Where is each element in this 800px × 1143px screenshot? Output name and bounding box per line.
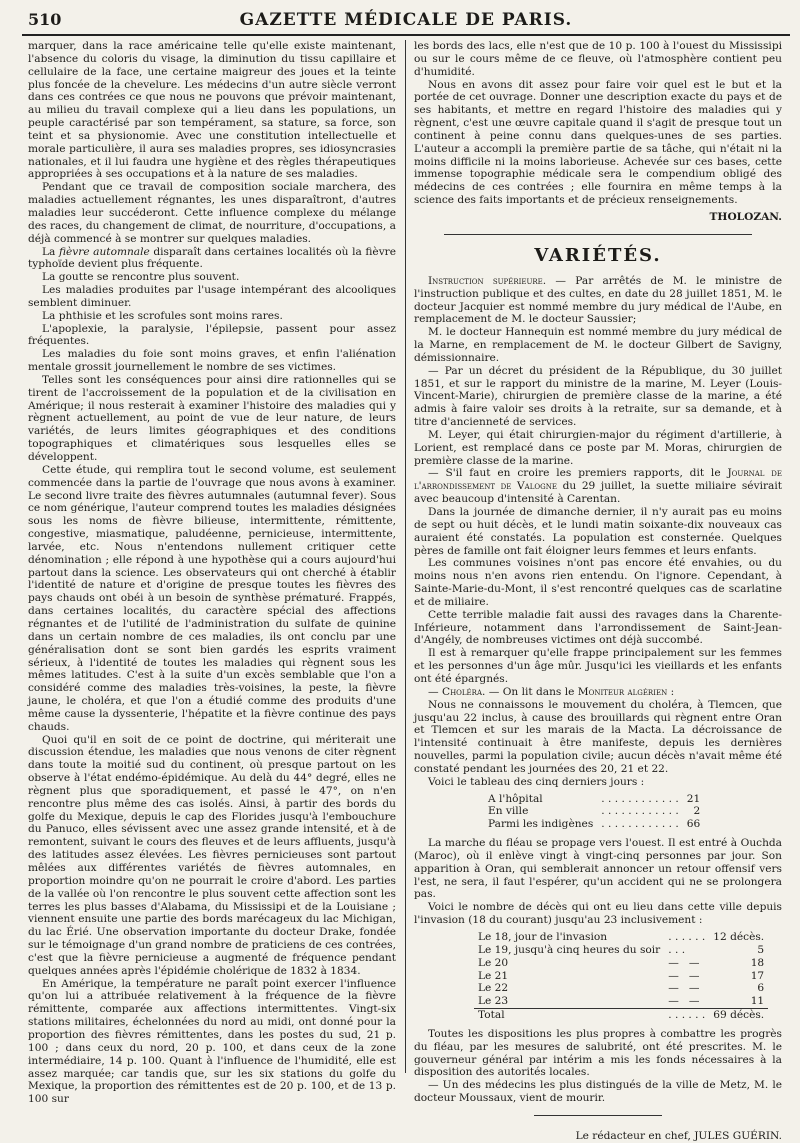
table-row: Le 21 — — 17 [478, 969, 765, 982]
paragraph: Quoi qu'il en soit de ce point de doctrine, qui mériterait une discussion étendue, les maladies que nous venons de citer règnent dans toute la moitié sud du continent, où presque partout on les observe à l'état endémo-épidémique. Au delà du 44° degré, elles ne règnent plus que sporadiquement, et passé le 47°, on n'en rencontre plus même des cas isolés. Ainsi, à partir des bords du golfe du Mexique, depuis le cap des Florides jusqu'à l'embouchure du Panuco, elles sévissent avec une assez grande intensité, et à de remontent, suivant le cours des fleuves et de leurs affluents, jusqu'à des latitudes assez élevées. Les fièvres pernicieuses sont partout mêlées aux différentes variétés de fièvres automnales, en proportion moindre qu'on ne pourrait le croire d'abord. Les parties de la vallée où l'on rencontre le plus souvent cette affection sont les terres les plus basses d'Alabama, du Mississipi et de la Louisiane ; viennent ensuite une partie des bords marécageux du lac Michigan, du lac Érié. Une observation importante du docteur Drake, fondée sur le témoignage d'un grand nombre de praticiens de ces contrées, c'est que la fièvre pernicieuse a augmenté de fréquence pendant quelques années après l'épidémie cholérique de 1832 à 1834. [28, 733, 396, 977]
paragraph: Telles sont les conséquences pour ainsi dire rationnelles qui se tirent de l'accroissement de la population et de la civilisation en Amérique; il nous resterait à examiner l'histoire des maladies qui y règnent actuellement, au point de vue de leur nature, de leurs variétés, de leurs limites géographiques et des conditions topographiques et climatériques sous lesquelles elles se développent. [28, 373, 396, 463]
cases-table [484, 793, 704, 832]
journal-title: GAZETTE MÉDICALE DE PARIS. [239, 10, 573, 30]
journal-name: Journal de l'arrondissement de Valogne [414, 467, 782, 493]
paragraph: marquer, dans la race américaine telle qu'elle existe maintenant, l'absence du coloris du visage, la diminution du tissu capillaire et cellulaire de la face, une certaine maigreur des joues et la teinte plus foncée de la chevelure. Les médecins d'un autre siècle verront dans ces contrées ce que nous ne pouvons que prévoir maintenant, au milieu du travail complexe qui a lieu dans les populations, un peuple caractérisé par son tempérament, sa stature, sa force, son teint et sa physionomie. Avec une constitution intellectuelle et morale particulière, il aura ses maladies propres, ses idiosyncrasies nationales, et il lui faudra une hygiène et des règles thérapeutiques appropriées à ses occupations et à la nature de ses maladies. [28, 40, 396, 181]
paragraph: Cette terrible maladie fait aussi des ravages dans la Charente-Inférieure, notamment dans l'arrondissement de Saint-Jean-d'Angély, de nombreuses victimes ont déjà succombé. [414, 608, 782, 647]
paragraph: Pendant que ce travail de composition sociale marchera, des maladies actuellement régnantes, les unes disparaîtront, d'autres maladies leur succéderont. Cette influence complexe du mélange des races, du changement de climat, de nourriture, d'occupations, a déjà commencé à se montrer sur quelques maladies. [28, 181, 396, 245]
paragraph: Instruction supérieure. — Par arrêtés de M. le ministre de l'instruction publique et des cultes, en date du 28 juillet 1851, M. le docteur Jacquier est nommé membre du jury médical de l'Aube, en remplacement de M. le docteur Saussier; [414, 274, 783, 326]
paragraph: La phthisie et les scrofules sont moins rares. [42, 309, 283, 322]
paragraph: Il est à remarquer qu'elle frappe principalement sur les femmes et les personnes d'un âge mûr. Jusqu'ici les vieillards et les enfants ont été épargnés. [414, 647, 782, 685]
paragraph: La goutte se rencontre plus souvent. [42, 271, 240, 284]
paragraph: Les maladies produites par l'usage intempérant des alcooliques semblent diminuer. [28, 284, 396, 309]
paragraph: — S'il faut en croire les premiers rapports, dit le Journal de l'arrondissement de Valogne du 29 juillet, la suette miliaire sévirait avec beaucoup d'intensité à Carentan. [414, 467, 782, 506]
editor-credit: Le rédacteur en chef, JULES GUÉRIN. [575, 1129, 782, 1142]
journal-name: Moniteur algérien [577, 685, 668, 698]
paragraph: La fièvre automnale disparaît dans certaines localités où la fièvre typhoïde devient plus fréquente. [28, 245, 397, 271]
paragraph: Toutes les dispositions les plus propres à combattre les progrès du fléau, par les mesures de salubrité, ont été prescrites. M. le gouverneur général par intérim a mis les fonds nécessaires à la disposition des autorités locales. [414, 1027, 782, 1079]
left-column [28, 40, 397, 1106]
table-row: En ville . . . . . . . . . . . . 2 [488, 805, 701, 818]
table-row: Le 22 — — 6 [478, 982, 765, 995]
paragraph: Les communes voisines n'ont pas encore été envahies, ou du moins nous n'en avons rien entendu. On l'ignore. Cependant, à Sainte-Marie-du-Mont, il s'est rencontré quelques cas de scarlatine et de miliaire. [414, 557, 782, 608]
paragraph: M. Leyer, qui était chirurgien-major du régiment d'artillerie, à Lorient, est remplacé dans ce poste par M. Moras, chirurgien de première classe de la marine. [414, 428, 782, 467]
paragraph: — Par un décret du président de la République, du 30 juillet 1851, et sur le rapport du ministre de la marine, M. Leyer (Louis-Vincent-Marie), chirurgien de première classe de la marine, a été admis à faire valoir ses droits à la retraite, sur sa demande, et à titre d'ancienneté de services. [414, 364, 782, 429]
table-row: A l'hôpital . . . . . . . . . . . . 21 [488, 792, 701, 805]
total-row: Total . . . . . . 69 décès. [474, 1009, 768, 1022]
paragraph: Voici le tableau des cinq derniers jours : [428, 775, 645, 788]
page-number: 510 [28, 10, 62, 29]
paragraph: En Amérique, la température ne paraît point exercer l'influence qu'on lui a attribuée relativement à la fréquence de la fièvre rémittente, comparée aux affections intermittentes. Vingt-six stations militaires, échelonnées du nord au midi, ont donné pour la proportion des fièvres rémittentes, dans les postes du sud, 21 p. 100 ; dans ceux du nord, 20 p. 100, et dans ceux de la zone intermédiaire, 14 p. 100. Quant à l'influence de l'humidité, elle est assez marquée; car tandis que, sur les six stations du golfe du Mexique, la proportion des rémittentes est de 20 p. 100, et de 13 p. 100 sur [28, 977, 396, 1106]
paragraph: Les maladies du foie sont moins graves, et enfin l'aliénation mentale grossit journellement le nombre de ses victimes. [28, 348, 396, 374]
right-column [414, 40, 783, 1142]
rubric-label: — Choléra. [428, 685, 486, 698]
author-signature: THOLOZAN. [709, 210, 782, 223]
table-row: Le 23 — — 11 [478, 995, 765, 1008]
paragraph: Cette étude, qui remplira tout le second volume, est seulement commencée dans la partie de l'ouvrage que nous avons à examiner. Le second livre traite des fièvres autumnales (autumnal fever). Sous ce nom générique, l'auteur comprend toutes les maladies désignées sous les noms de fièvre bilieuse, intermittente, rémittente, congestive, miasmatique, paludéenne, pernicieuse, intermittente, larvée, etc. Nous n'entendons nullement critiquer cette dénomination ; elle répond à une hypothèse qui a cours aujourd'hui partout dans la science. Les observateurs qui ont cherché à établir l'identité de nature et d'origine de presque toutes les fièvres des pays chauds ont obéi à un besoin de synthèse prématuré. Frappés, dans certaines localités, du caractère spécial des affections régnantes et de l'utilité de l'administration du sulfate de quinine dans un certain nombre de ces maladies, ils ont conclu par une généralisation dont se sont bien gardés les esprits vraiment sérieux, à l'identité de toutes les maladies qui règnent sous les mêmes latitudes. C'est à la suite d'un excès semblable que l'on a considéré comme des maladies très-voisines, la peste, la fièvre jaune, le choléra, et que l'on a étudié comme des produits d'une même cause la dyssenterie, l'hépatite et la fièvre continue des pays chauds. [28, 463, 396, 733]
paragraph: Dans la journée de dimanche dernier, il n'y aurait pas eu moins de sept ou huit décès, et le lundi matin soixante-dix nouveaux cas auraient été constatés. La population est consternée. Quelques pères de famille ont fait éloigner leurs femmes et leurs enfants. [414, 506, 782, 557]
paragraph: L'apoplexie, la paralysie, l'épilepsie, passent pour assez fréquentes. [28, 322, 396, 348]
paragraph: Nous en avons dit assez pour faire voir quel est le but et la portée de cet ouvrage. Donner une description exacte du pays et de ses habitants, et mettre en regard l'histoire des maladies qui y règnent, c'est une œuvre capitale quand il s'agit de presque tout un continent à peine connu dans quelques-unes de ses parties. L'auteur a accompli la première partie de sa tâche, qui n'était ni la moins difficile ni la moins laborieuse. Achevée sur ces bases, cette immense topographie médicale sera le compendium obligé des médecins de ces contrées ; elle fournira en même temps à la science des faits importants et de précieux renseignements. [414, 78, 782, 207]
paragraph: — Choléra. — On lit dans le Moniteur algérien : [428, 685, 675, 698]
section-title: VARIÉTÉS. [534, 244, 662, 266]
paragraph: — Un des médecins les plus distingués de la ville de Metz, M. le docteur Moussaux, vient de mourir. [414, 1079, 782, 1105]
column-divider [405, 40, 406, 1073]
table-row: Le 19, jusqu'à cinq heures du soir . . . 5 [478, 943, 765, 956]
running-header [22, 8, 790, 36]
table-row: Le 20 — — 18 [478, 956, 765, 969]
section-rule [444, 234, 752, 235]
table-row: Le 18, jour de l'invasion . . . . . . 12 décès. [478, 931, 765, 943]
section-rule [534, 1115, 662, 1116]
paragraph: Voici le nombre de décès qui ont eu lieu dans cette ville depuis l'invasion (18 du courant) jusqu'au 23 inclusivement : [414, 901, 782, 927]
paragraph: M. le docteur Hannequin est nommé membre du jury médical de la Marne, en remplacement de M. le docteur Gilbert de Savigny, démissionnaire. [414, 326, 782, 364]
paragraph: les bords des lacs, elle n'est que de 10 p. 100 à l'ouest du Mississipi ou sur le cours même de ce fleuve, où l'atmosphère contient peu d'humidité. [414, 40, 782, 78]
deaths-table [474, 931, 768, 1022]
emphasis: fièvre automnale [58, 245, 150, 258]
rubric-label: Instruction supérieure. [428, 274, 547, 287]
paragraph: Nous ne connaissons le mouvement du choléra, à Tlemcen, que jusqu'au 22 inclus, à cause des brouillards qui règnent entre Oran et Tlemcen et sur les marais de la Macta. La décroissance de l'intensité continuait à être manifeste, depuis les dernières nouvelles, parmi la population civile; aucun décès n'avait même été constaté pendant les journées des 20, 21 et 22. [414, 698, 782, 775]
paragraph: La marche du fléau se propage vers l'ouest. Il est entré à Ouchda (Maroc), où il enlève vingt à vingt-cinq personnes par jour. Son apparition à Oran, qui semblerait annoncer un retour offensif vers l'est, ne sera, il faut l'espérer, qu'un accident qui ne se prolongera pas. [414, 837, 782, 901]
table-row: Parmi les indigènes . . . . . . . . . . . . 66 [488, 818, 701, 831]
editor-name: JULES GUÉRIN. [694, 1129, 782, 1142]
